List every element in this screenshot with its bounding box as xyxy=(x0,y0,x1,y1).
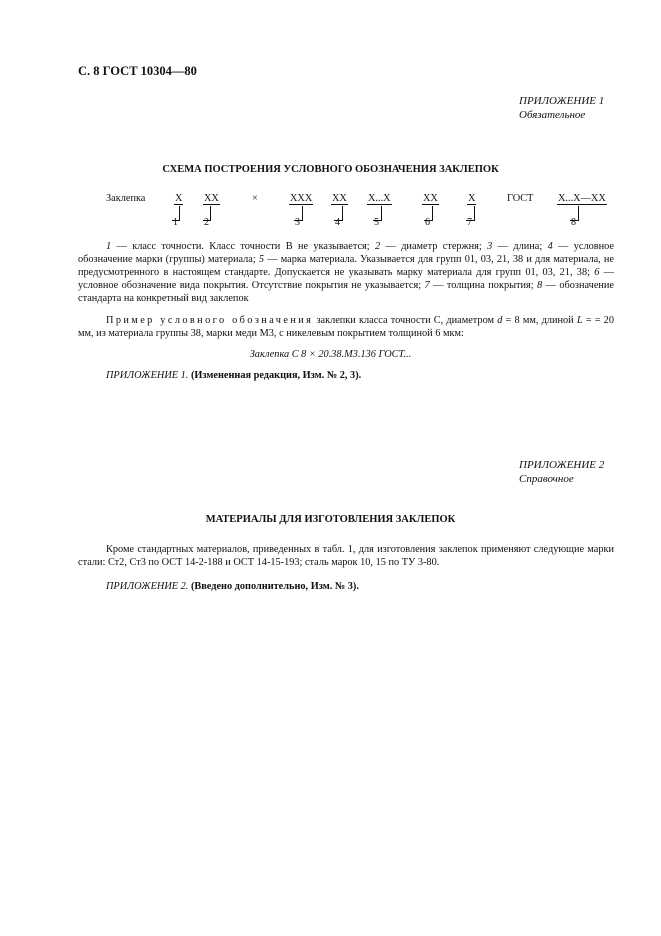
scheme-number: 2 xyxy=(204,217,209,228)
scheme-token: Х...Х xyxy=(368,193,391,204)
scheme-number: 7 xyxy=(467,217,472,228)
scheme-gost: ГОСТ xyxy=(507,193,534,204)
designation-scheme xyxy=(106,190,616,232)
appendix1-label: ПРИЛОЖЕНИЕ 1 xyxy=(519,95,605,107)
scheme-times-sign: × xyxy=(252,193,258,204)
scheme-token: Х xyxy=(175,193,183,204)
example-designation: Заклепка С 8 × 20.38.М3.136 ГОСТ... xyxy=(249,349,412,360)
scheme-token: ХХ xyxy=(423,193,438,204)
scheme-number: 6 xyxy=(425,217,430,228)
appendix2-title: МАТЕРИАЛЫ ДЛЯ ИЗГОТОВЛЕНИЯ ЗАКЛЕПОК xyxy=(205,514,456,525)
scheme-word: Заклепка xyxy=(106,193,146,204)
scheme-token: Х...Х—ХХ xyxy=(558,193,606,204)
appendix2-body: Кроме стандартных материалов, приведенных в табл. 1, для изготовления заклепок применяют следующие марки стали: Ст2, Ст3 по ОСТ 14-2-188 и ОСТ 14-15-193; сталь марок 10, 15 по ТУ 3-80. xyxy=(78,544,614,568)
scheme-legend: 1 — класс точности. Класс точности В не указывается; 2 — диаметр стержня; 3 — длина; 4 — условное обозначение марки (группы) материала; 5 — марка материала. Указывается для групп 01, 03, 21, 38 и для материала, не предусмотренного в настоящем стандарте. Допускается не указывать марку материала для групп 01, 03, 21, 38; 6 — условное обозначение вида покрытия. Отсутствие покрытия не указывается; 7 — толщина покрытия; 8 — обозначение стандарта на конкретный вид заклепок xyxy=(78,241,615,304)
page-header: С. 8 ГОСТ 10304—80 xyxy=(78,64,197,78)
scheme-token: ХХ xyxy=(204,193,219,204)
appendix1-status: Обязательное xyxy=(519,109,586,121)
appendix1-title: СХЕМА ПОСТРОЕНИЯ УСЛОВНОГО ОБОЗНАЧЕНИЯ ЗАКЛЕПОК xyxy=(162,164,499,175)
scheme-number: 4 xyxy=(335,217,340,228)
appendix2-note: ПРИЛОЖЕНИЕ 2. (Введено дополнительно, Изм. № 3). xyxy=(106,581,359,592)
appendix2-heading xyxy=(519,458,604,486)
appendix1-note: ПРИЛОЖЕНИЕ 1. (Измененная редакция, Изм. № 2, 3). xyxy=(106,370,362,381)
scheme-number: 3 xyxy=(295,217,300,228)
example-paragraph: Пример условного обозначения заклепки класса точности С, диаметром d = 8 мм, длиной L = = 20 мм, из материала группы 38, марки меди М3, с никелевым покрытием толщиной 6 мкм: xyxy=(78,315,614,339)
appendix2-label: ПРИЛОЖЕНИЕ 2 xyxy=(519,459,605,471)
scheme-token: ХХ xyxy=(332,193,347,204)
appendix1-heading xyxy=(519,94,604,122)
scheme-token: ХХХ xyxy=(290,193,313,204)
appendix2-status: Справочное xyxy=(519,473,574,485)
scheme-number: 5 xyxy=(374,217,379,228)
scheme-token: Х xyxy=(468,193,476,204)
scheme-number: 8 xyxy=(571,217,576,228)
scheme-number: 1 xyxy=(173,217,178,228)
